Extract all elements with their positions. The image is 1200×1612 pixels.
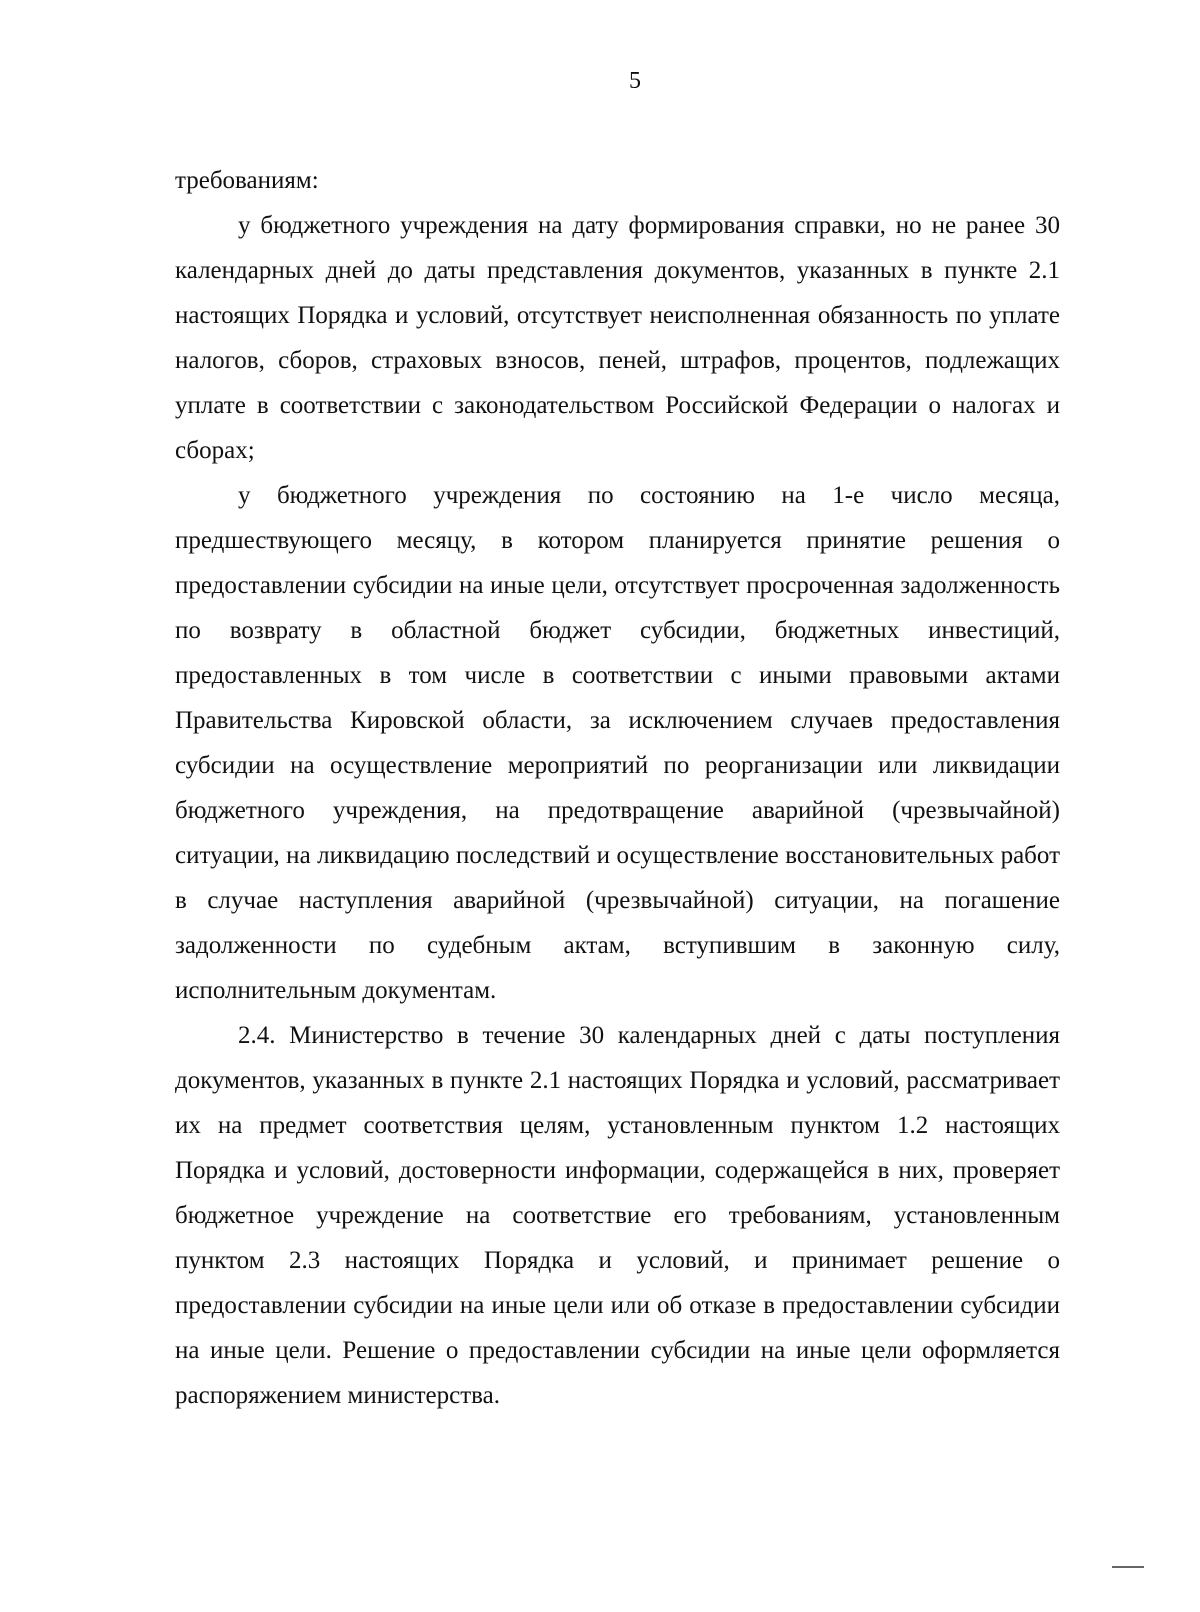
page-number: 5 — [629, 68, 641, 94]
paragraph-continuation: требованиям: — [175, 167, 319, 194]
paragraph-tax-obligations: у бюджетного учреждения на дату формирования справки, но не ранее 30 календарных дней до даты представления документов, указанных в пункте 2.1 настоящих Порядка и условий, отсутствует неисполненная обязанность по уплате налогов, сборов, страховых взносов, пеней, штрафов, процентов, подлежащих уплате в соответствии с законодательством Российской Федерации о налогах и сборах; — [175, 212, 1060, 464]
scan-edge-mark — [1112, 1566, 1144, 1568]
document-body — [175, 158, 1060, 1418]
paragraph-overdue-debt: у бюджетного учреждения по состоянию на 1-е число месяца, предшествующего месяцу, в котором планируется принятие решения о предоставлении субсидии на иные цели, отсутствует просроченная задолженность по возврату в областной бюджет субсидии, бюджетных инвестиций, предоставленных в том числе в соответствии с иными правовыми актами Правительства Кировской области, за исключением случаев предоставления субсидии на осуществление мероприятий по реорганизации или ликвидации бюджетного учреждения, на предотвращение аварийной (чрезвычайной) ситуации, на ликвидацию последствий и осуществление восстановительных работ в случае наступления аварийной (чрезвычайной) ситуации, на погашение задолженности по судебным актам, вступившим в законную силу, исполнительным документам. — [175, 482, 1060, 1004]
paragraph-2-4: 2.4. Министерство в течение 30 календарных дней с даты поступления документов, указанных в пункте 2.1 настоящих Порядка и условий, рассматривает их на предмет соответствия целям, установленным пунктом 1.2 настоящих Порядка и условий, достоверности информации, содержащейся в них, проверяет бюджетное учреждение на соответствие его требованиям, установленным пунктом 2.3 настоящих Порядка и условий, и принимает решение о предоставлении субсидии на иные цели или об отказе в предоставлении субсидии на иные цели. Решение о предоставлении субсидии на иные цели оформляется распоряжением министерства. — [175, 1022, 1060, 1409]
